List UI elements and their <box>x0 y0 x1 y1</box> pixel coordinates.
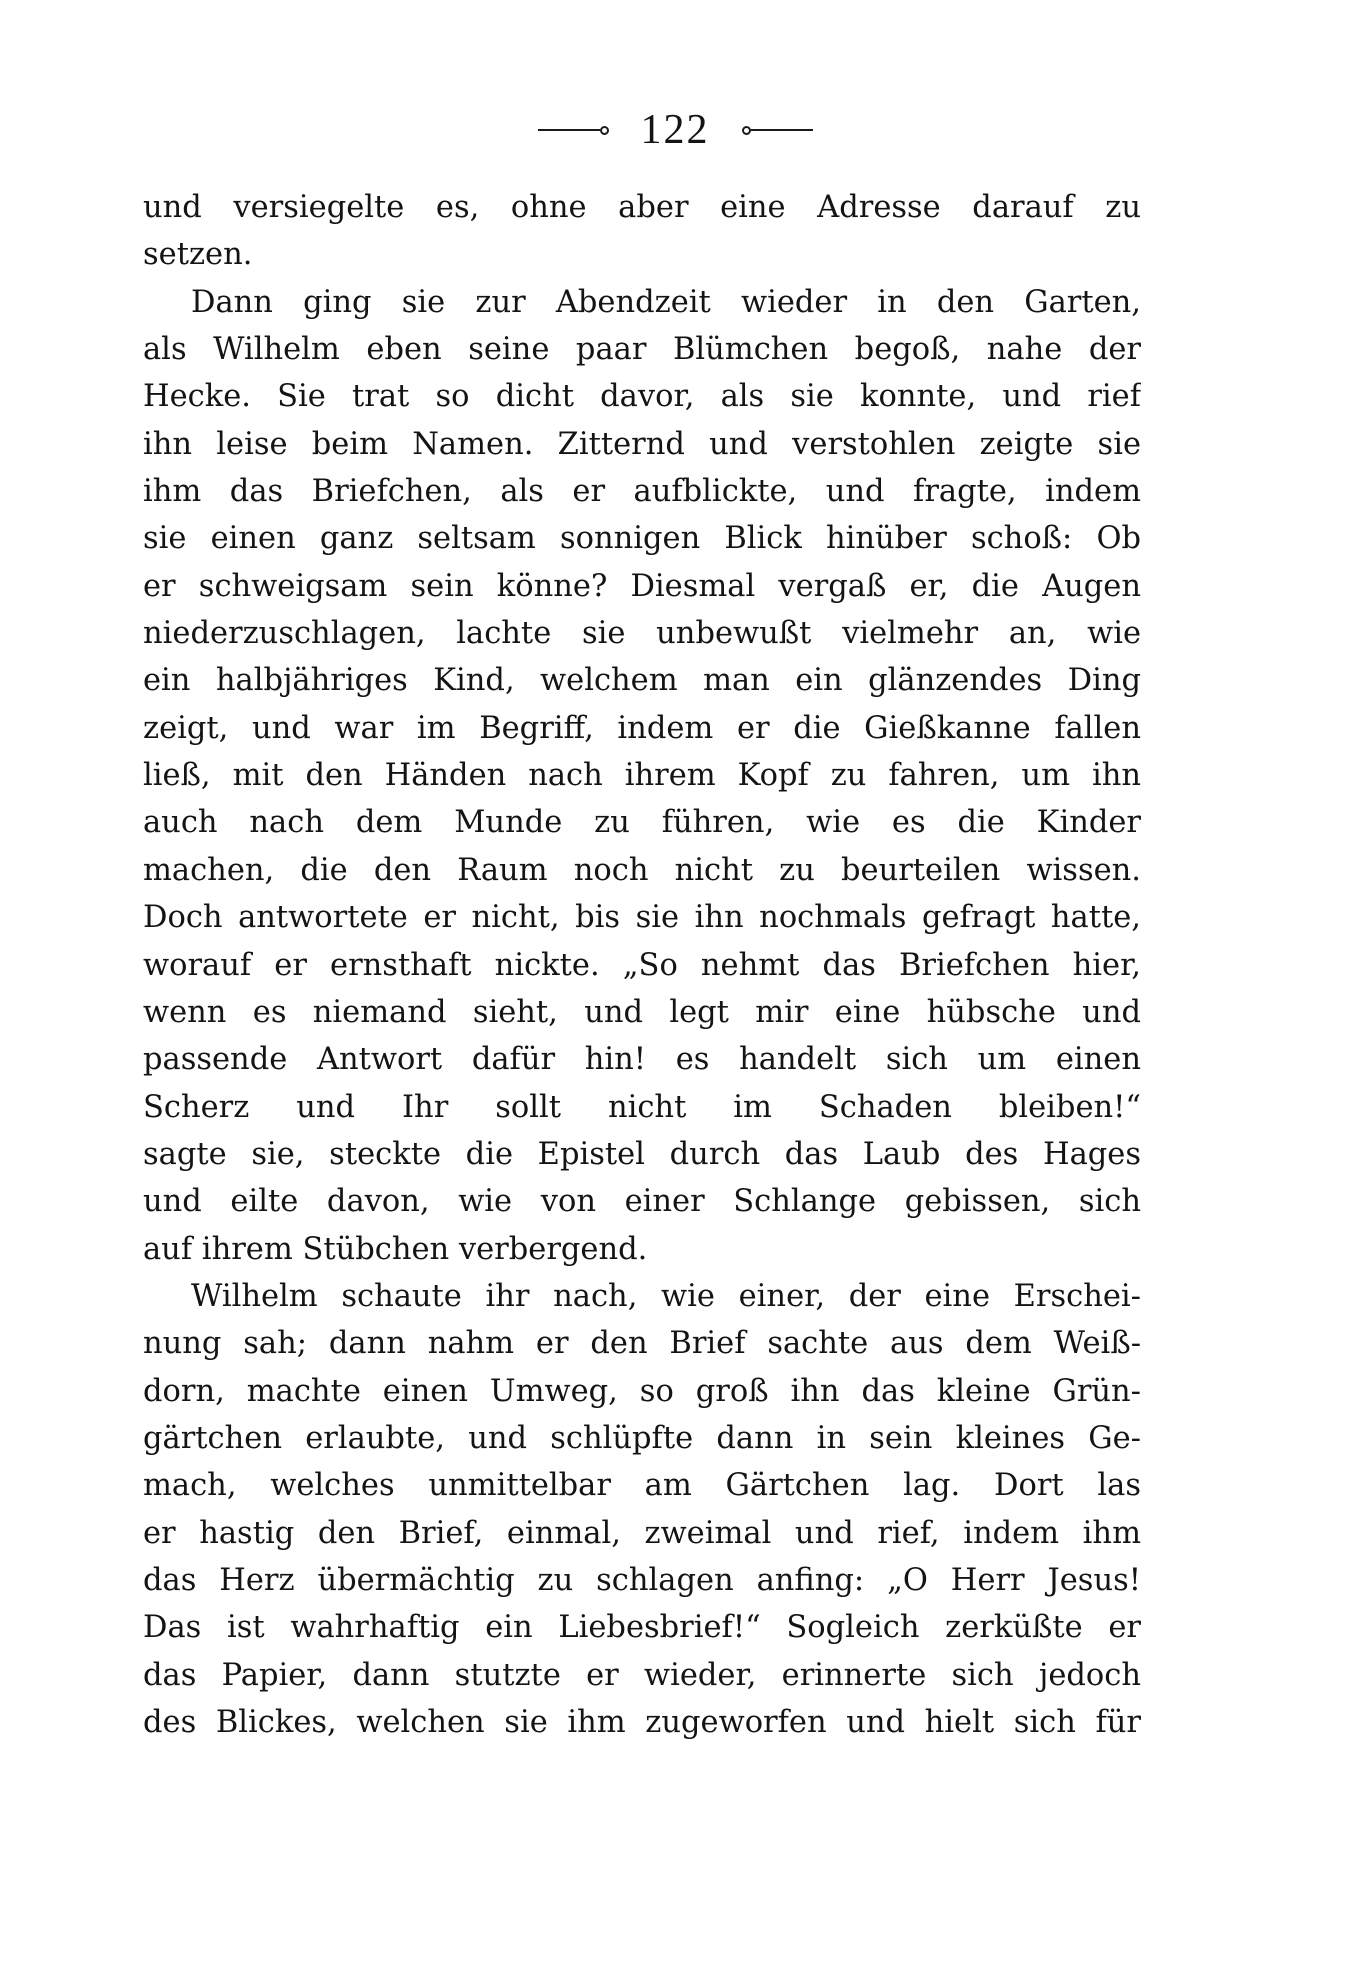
text-line: er schweigsam sein könne? Diesmal vergaß er, die Augen <box>143 568 1141 604</box>
text-line: zeigt, und war im Begriff, indem er die Gießkanne fallen <box>143 710 1141 746</box>
text-line: nung sah; dann nahm er den Brief sachte aus dem Weiß- <box>143 1326 1141 1362</box>
text-line: ließ, mit den Händen nach ihrem Kopf zu fahren, um ihn <box>143 758 1141 794</box>
text-line: und eilte davon, wie von einer Schlange gebissen, sich <box>143 1184 1141 1220</box>
text-line: das Herz übermächtig zu schlagen anfing: „O Herr Jesus! <box>143 1562 1141 1598</box>
text-line: ihn leise beim Namen. Zitternd und verstohlen zeigte sie <box>143 426 1141 462</box>
text-line: Scherz und Ihr sollt nicht im Schaden bleiben!“ <box>143 1089 1141 1125</box>
text-line: passende Antwort dafür hin! es handelt sich um einen <box>143 1042 1141 1078</box>
text-line: sagte sie, steckte die Epistel durch das Laub des Hages <box>143 1136 1141 1172</box>
text-line: als Wilhelm eben seine paar Blümchen begoß, nahe der <box>143 332 1141 368</box>
text-line: und versiegelte es, ohne aber eine Adresse darauf zu <box>143 190 1141 225</box>
text-line: ein halbjähriges Kind, welchem man ein glänzendes Ding <box>143 663 1141 699</box>
text-line: machen, die den Raum noch nicht zu beurteilen wissen. <box>143 852 1141 888</box>
ornament-rule-left <box>538 129 600 131</box>
page-number: 122 <box>640 107 710 153</box>
text-line: auch nach dem Munde zu führen, wie es die Kinder <box>143 805 1141 841</box>
text-line: sie einen ganz seltsam sonnigen Blick hinüber schoß: Ob <box>143 521 1141 557</box>
text-line: auf ihrem Stübchen verbergend. <box>143 1231 648 1267</box>
text-line: setzen. <box>143 237 253 273</box>
ornament-rule-right <box>751 129 813 131</box>
text-line: niederzuschlagen, lachte sie unbewußt vielmehr an, wie <box>143 616 1141 652</box>
text-line: Wilhelm schaute ihr nach, wie einer, der eine Erschei- <box>191 1278 1141 1314</box>
text-line: wenn es niemand sieht, und legt mir eine hübsche und <box>143 994 1141 1030</box>
header-ornament-left <box>538 126 609 135</box>
text-line: Doch antwortete er nicht, bis sie ihn nochmals gefragt hatte, <box>143 900 1141 936</box>
ornament-dot-left <box>600 126 609 135</box>
text-line: Dann ging sie zur Abendzeit wieder in den Garten, <box>191 284 1141 320</box>
text-line: des Blickes, welchen sie ihm zugeworfen und hielt sich für <box>143 1705 1141 1740</box>
text-line: worauf er ernsthaft nickte. „So nehmt das Briefchen hier, <box>143 947 1141 983</box>
text-line: Das ist wahrhaftig ein Liebesbrief!“ Sogleich zerküßte er <box>143 1610 1141 1646</box>
page-header <box>0 100 1350 160</box>
text-line: er hastig den Brief, einmal, zweimal und rief, indem ihm <box>143 1515 1141 1551</box>
text-line: gärtchen erlaubte, und schlüpfte dann in sein kleines Ge- <box>143 1420 1141 1456</box>
text-line: mach, welches unmittelbar am Gärtchen lag. Dort las <box>143 1468 1141 1504</box>
body-text <box>143 184 1141 1746</box>
text-line: dorn, machte einen Umweg, so groß ihn das kleine Grün- <box>143 1373 1141 1409</box>
header-ornament-right <box>742 126 813 135</box>
text-line: ihm das Briefchen, als er aufblickte, und fragte, indem <box>143 474 1141 510</box>
text-line: Hecke. Sie trat so dicht davor, als sie konnte, und rief <box>143 379 1141 415</box>
text-line: das Papier, dann stutzte er wieder, erinnerte sich jedoch <box>143 1657 1141 1693</box>
ornament-dot-right <box>742 126 751 135</box>
